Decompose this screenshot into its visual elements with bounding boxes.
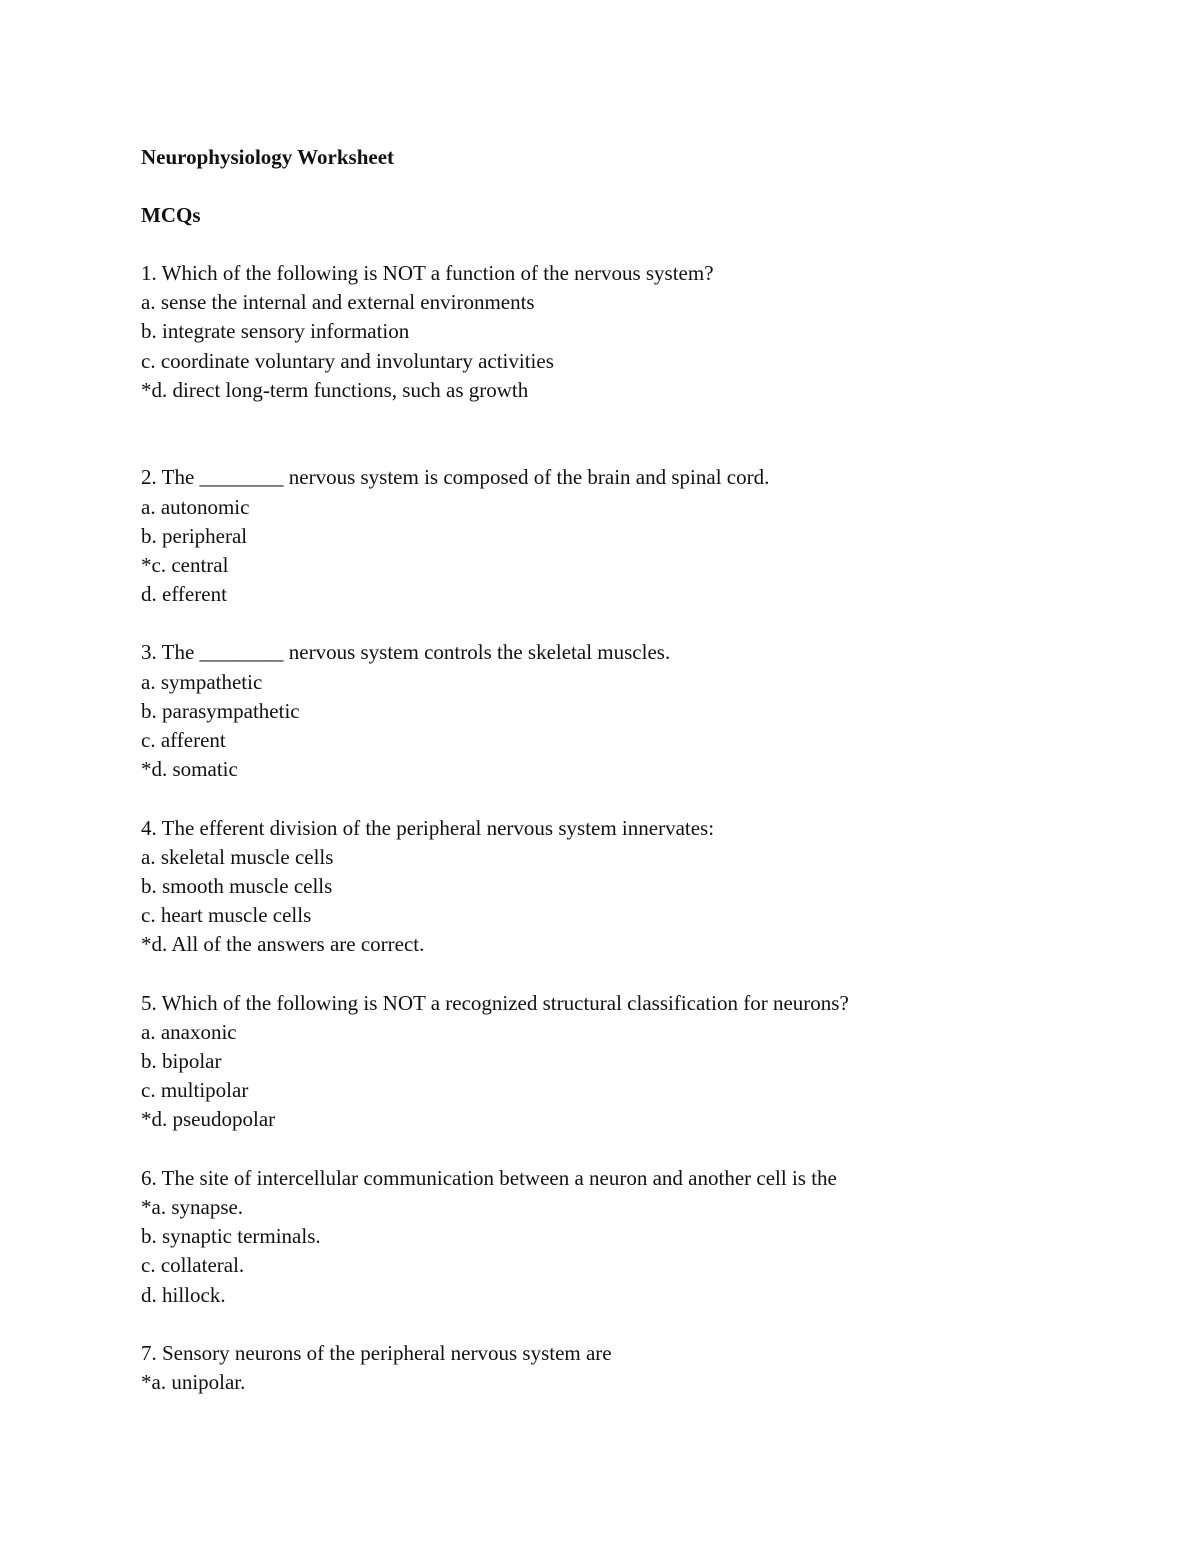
question-7 [141, 1339, 1101, 1397]
question-6 [141, 1164, 1101, 1310]
answer-option: a. autonomic [141, 494, 250, 519]
answer-option-correct: *c. central [141, 552, 229, 577]
spacer [141, 609, 1101, 638]
question-stem: 1. Which of the following is NOT a function of the nervous system? [141, 261, 714, 285]
answer-option: b. bipolar [141, 1049, 222, 1074]
question-stem: 2. The ________ nervous system is composed of the brain and spinal cord. [141, 465, 770, 490]
answer-option: b. integrate sensory information [141, 319, 410, 344]
spacer [141, 1135, 1101, 1164]
worksheet-page [141, 143, 1101, 1397]
answer-option: c. heart muscle cells [141, 903, 312, 928]
question-stem: 7. Sensory neurons of the peripheral nervous system are [141, 1340, 612, 1365]
spacer [141, 960, 1101, 989]
question-2 [141, 463, 1101, 609]
answer-option: b. synaptic terminals. [141, 1224, 321, 1249]
answer-option-correct: *d. somatic [141, 757, 238, 782]
answer-option: c. multipolar [141, 1078, 249, 1103]
answer-option-correct: *d. pseudopolar [141, 1107, 276, 1132]
question-stem: 4. The efferent division of the peripheral nervous system innervates: [141, 815, 715, 840]
answer-option: c. afferent [141, 728, 226, 753]
answer-option: d. hillock. [141, 1282, 226, 1307]
answer-option: c. coordinate voluntary and involuntary activities [141, 348, 554, 373]
question-stem: 5. Which of the following is NOT a recognized structural classification for neurons? [141, 990, 849, 1015]
answer-option: b. peripheral [141, 523, 248, 548]
answer-option: b. parasympathetic [141, 698, 300, 723]
spacer [141, 784, 1101, 813]
document-title: Neurophysiology Worksheet [141, 145, 395, 169]
answer-option-correct: *d. direct long-term functions, such as growth [141, 377, 529, 402]
question-stem: 3. The ________ nervous system controls the skeletal muscles. [141, 640, 671, 665]
answer-option: c. collateral. [141, 1253, 245, 1278]
spacer [141, 1310, 1101, 1339]
question-4 [141, 814, 1101, 960]
spacer [141, 405, 1101, 463]
question-5 [141, 989, 1101, 1135]
question-3 [141, 638, 1101, 784]
answer-option-correct: *a. synapse. [141, 1195, 244, 1220]
section-heading: MCQs [141, 203, 201, 227]
question-list [141, 259, 1101, 1397]
answer-option: b. smooth muscle cells [141, 873, 333, 898]
answer-option: a. skeletal muscle cells [141, 844, 334, 869]
answer-option: d. efferent [141, 582, 227, 607]
answer-option: a. anaxonic [141, 1019, 237, 1044]
question-stem: 6. The site of intercellular communication between a neuron and another cell is the [141, 1165, 837, 1190]
answer-option: a. sympathetic [141, 669, 263, 694]
question-1 [141, 259, 1101, 405]
answer-option-correct: *a. unipolar. [141, 1370, 246, 1395]
answer-option: a. sense the internal and external environments [141, 290, 535, 315]
answer-option-correct: *d. All of the answers are correct. [141, 932, 425, 957]
